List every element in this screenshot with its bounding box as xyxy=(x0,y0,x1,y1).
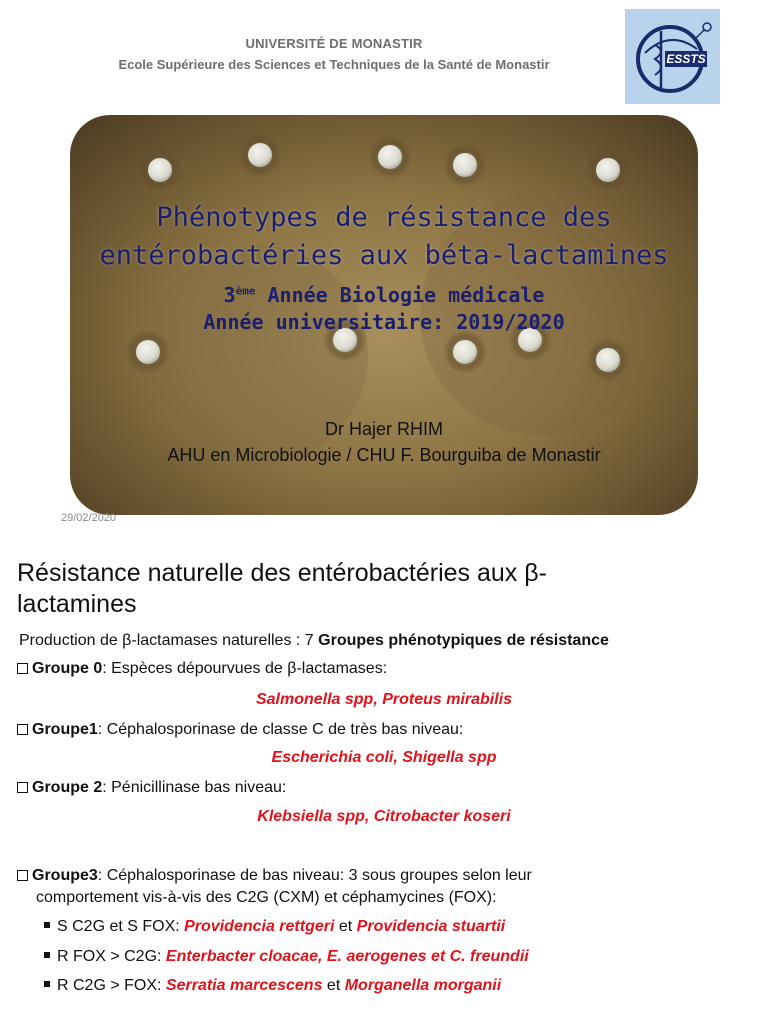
group-2-species: Klebsiella spp, Citrobacter koseri xyxy=(257,808,511,825)
subgroup-prefix: S C2G et S FOX: xyxy=(57,918,185,935)
subgroup-3 xyxy=(44,977,501,995)
cover-title-line2: entérobactéries aux béta-lactamines xyxy=(99,240,669,271)
subgroup-1 xyxy=(44,918,505,936)
group-label: Groupe 0 xyxy=(32,660,103,677)
group-3-desc-cont: comportement vis-à-vis des C2G (CXM) et céphamycines (FOX): xyxy=(36,889,497,906)
square-bullet-icon xyxy=(44,981,50,987)
subgroup-species: Morganella morganii xyxy=(344,977,502,994)
school-name: Ecole Supérieure des Sciences et Techniques de la Santé de Monastir xyxy=(118,57,550,72)
checkbox-bullet-icon xyxy=(17,870,28,881)
group-0-species: Salmonella spp, Proteus mirabilis xyxy=(255,691,513,708)
cover-year xyxy=(0,283,768,307)
subgroup-conj: et xyxy=(322,977,345,994)
essts-logo xyxy=(625,9,720,104)
group-2-line xyxy=(17,779,286,797)
caduceus-logo-icon xyxy=(625,9,720,104)
checkbox-bullet-icon xyxy=(17,782,28,793)
subgroup-species: Enterbacter cloacae, E. aerogenes et C. freundii xyxy=(165,948,529,965)
logo-text: ESSTS xyxy=(666,52,706,66)
group-1-line xyxy=(17,721,463,739)
subgroup-prefix: R FOX > C2G: xyxy=(57,948,166,965)
year-number: 3 xyxy=(223,283,236,307)
group-label: Groupe 2 xyxy=(32,779,103,796)
group-desc: : Pénicillinase bas niveau: xyxy=(102,779,287,796)
author-affiliation: AHU en Microbiologie / CHU F. Bourguiba de Monastir xyxy=(167,445,601,465)
year-superscript: ème xyxy=(235,284,256,298)
checkbox-bullet-icon xyxy=(17,724,28,735)
author-name: Dr Hajer RHIM xyxy=(324,419,443,439)
group-desc: : Céphalosporinase de classe C de très bas niveau: xyxy=(97,721,464,738)
square-bullet-icon xyxy=(44,952,50,958)
intro-bold: Groupes phénotypiques de résistance xyxy=(318,632,609,649)
checkbox-bullet-icon xyxy=(17,663,28,674)
group-label: Groupe1 xyxy=(32,721,98,738)
group-1-species: Escherichia coli, Shigella spp xyxy=(271,749,497,766)
group-label: Groupe3 xyxy=(32,867,98,884)
slide-heading-line1: Résistance naturelle des entérobactéries aux β- xyxy=(17,559,547,587)
group-0-line xyxy=(17,660,387,678)
group-desc: : Céphalosporinase de bas niveau: 3 sous groupes selon leur xyxy=(97,867,532,884)
subgroup-conj: et xyxy=(334,918,357,935)
group-3-line xyxy=(17,867,532,885)
subgroup-2 xyxy=(44,948,529,966)
intro-plain: Production de β-lactamases naturelles : 7 xyxy=(19,632,319,649)
subgroup-species: Providencia rettgeri xyxy=(184,918,335,935)
cover-title xyxy=(0,199,768,275)
content-slide xyxy=(0,540,768,1024)
year-program: Année Biologie médicale xyxy=(255,283,545,307)
cover-title-line1: Phénotypes de résistance des xyxy=(156,202,612,233)
intro-text xyxy=(19,632,609,650)
subgroup-species: Providencia stuartii xyxy=(356,918,506,935)
square-bullet-icon xyxy=(44,922,50,928)
group-desc: : Espèces dépourvues de β-lactamases: xyxy=(102,660,388,677)
subgroup-prefix: R C2G > FOX: xyxy=(57,977,166,994)
cover-academic-year: Année universitaire: 2019/2020 xyxy=(203,310,565,334)
slide-heading-line2: lactamines xyxy=(17,590,137,618)
slide-date: 29/02/2020 xyxy=(61,512,117,524)
slide-heading xyxy=(17,558,717,620)
university-name: UNIVERSITÉ DE MONASTIR xyxy=(245,36,423,51)
subgroup-species: Serratia marcescens xyxy=(165,977,323,994)
